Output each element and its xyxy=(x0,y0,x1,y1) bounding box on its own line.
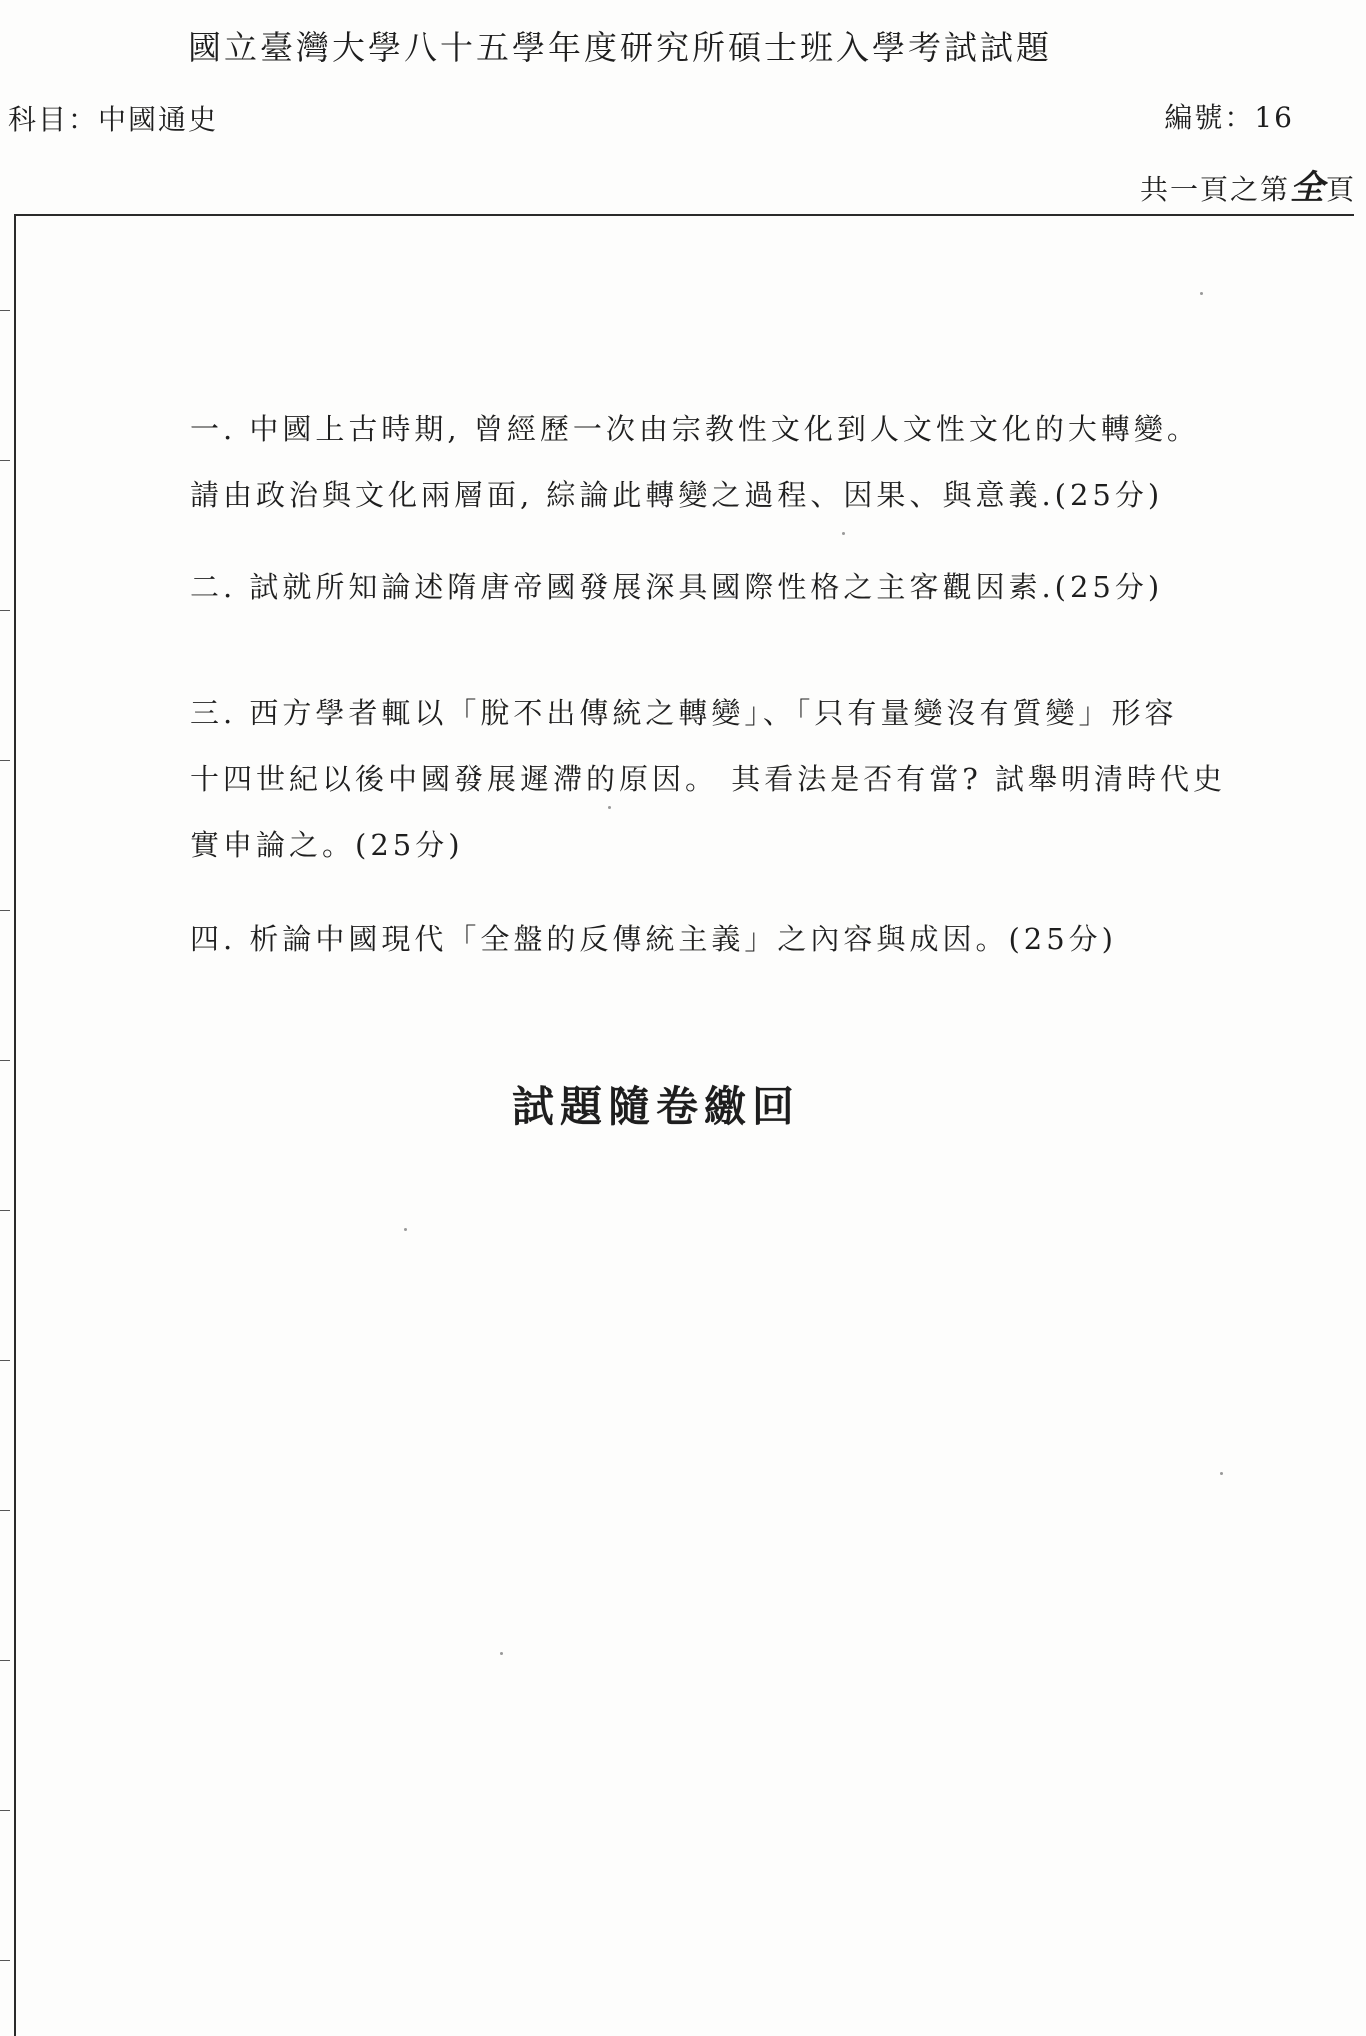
ruler-tick xyxy=(0,1210,10,1211)
question-1-line-2: 請由政治與文化兩層面, 綜論此轉變之過程、因果、與意義.(25分) xyxy=(190,478,1164,512)
subject-label: 科目：中國通史 xyxy=(8,103,219,136)
page-count xyxy=(1140,160,1356,209)
ruler-tick xyxy=(0,310,10,311)
question-2 xyxy=(190,554,1163,620)
scan-speck xyxy=(608,806,611,809)
page-count-handwritten: 全 xyxy=(1289,168,1326,208)
question-3 xyxy=(190,680,1226,878)
question-3-line-2: 十四世紀以後中國發展遲滯的原因。 其看法是否有當? 試舉明清時代史 xyxy=(190,762,1226,796)
margin-ruler xyxy=(0,214,14,2036)
question-3-line-3: 實申論之。(25分) xyxy=(190,828,464,862)
exam-code: 編號：16 xyxy=(1164,101,1294,134)
page-count-middle: 頁之第 xyxy=(1199,173,1290,206)
ruler-tick xyxy=(0,1510,10,1511)
ruler-tick xyxy=(0,910,10,911)
scan-speck xyxy=(500,1652,503,1655)
page-count-total: 一 xyxy=(1169,173,1200,206)
question-3-line-1: 三. 西方學者輒以「脫不出傳統之轉變」、「只有量變沒有質變」形容 xyxy=(190,696,1178,730)
page-count-prefix: 共 xyxy=(1139,173,1170,206)
ruler-tick xyxy=(0,1810,10,1811)
question-1 xyxy=(190,396,1200,528)
scan-speck xyxy=(404,1228,407,1231)
scan-speck xyxy=(1200,292,1203,295)
return-notice: 試題隨卷繳回 xyxy=(512,1082,801,1131)
ruler-tick xyxy=(0,460,10,461)
exam-title: 國立臺灣大學八十五學年度研究所碩士班入學考試試題 xyxy=(188,28,1052,67)
ruler-tick xyxy=(0,610,10,611)
ruler-tick xyxy=(0,1960,10,1961)
ruler-tick xyxy=(0,1360,10,1361)
scan-speck xyxy=(842,532,845,535)
question-2-line-1: 二. 試就所知論述隋唐帝國發展深具國際性格之主客觀因素.(25分) xyxy=(190,570,1164,604)
question-4 xyxy=(190,906,1117,972)
scan-speck xyxy=(1220,1472,1223,1475)
ruler-tick xyxy=(0,760,10,761)
page-count-suffix: 頁 xyxy=(1325,173,1356,206)
ruler-tick xyxy=(0,1060,10,1061)
ruler-tick xyxy=(0,1660,10,1661)
question-4-line-1: 四. 析論中國現代「全盤的反傳統主義」之內容與成因。(25分) xyxy=(190,922,1117,956)
question-1-line-1: 一. 中國上古時期, 曾經歷一次由宗教性文化到人文性文化的大轉變。 xyxy=(190,412,1200,446)
